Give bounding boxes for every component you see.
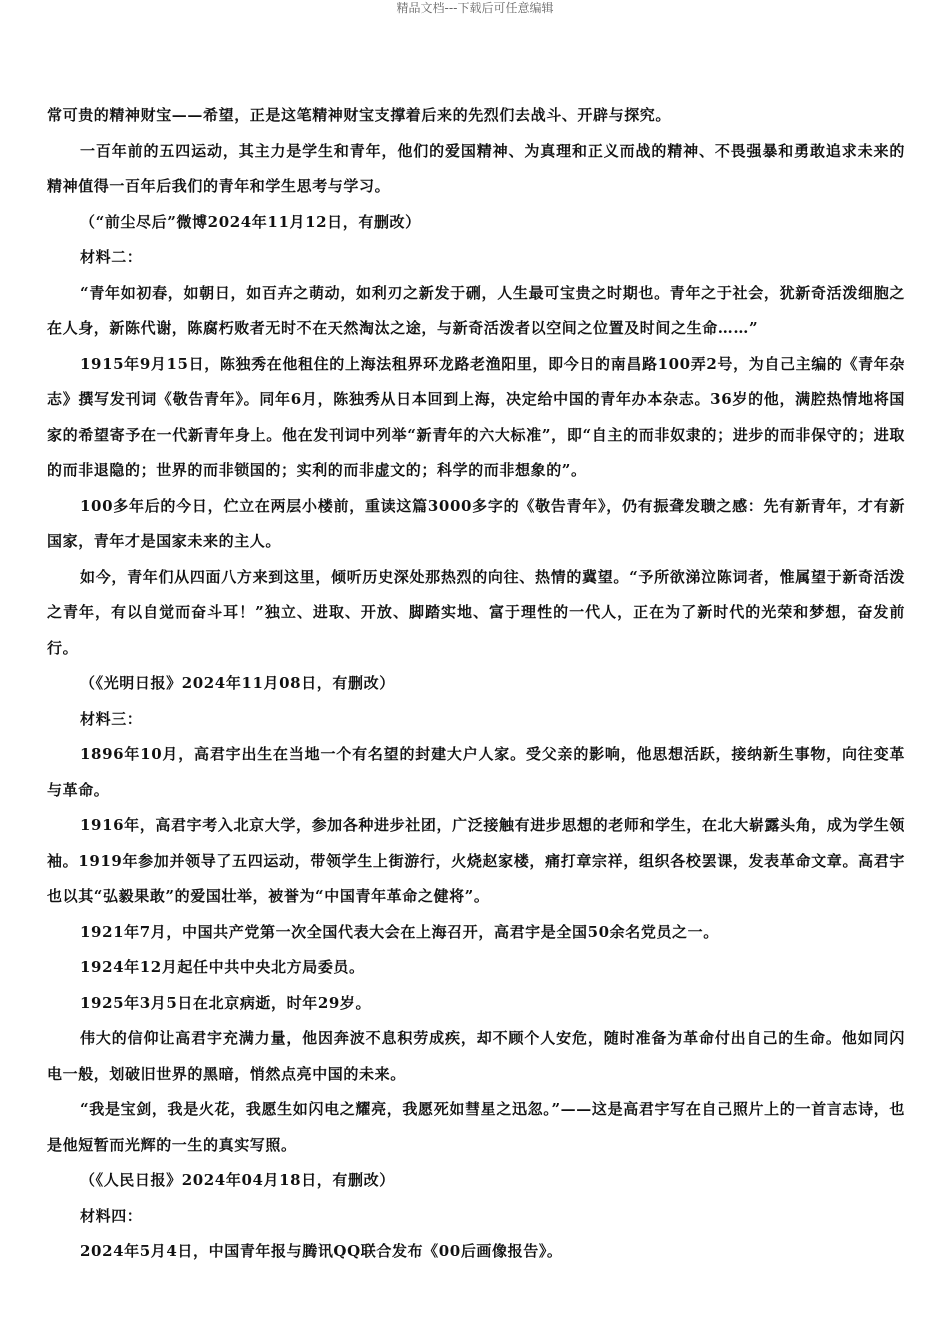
paragraph-continuation: 常可贵的精神财宝——希望，正是这笔精神财宝支撑着后来的先烈们去战斗、开辟与探究。 <box>47 106 672 124</box>
paragraph-may-fourth: 一百年前的五四运动，其主力是学生和青年，他们的爱国精神、为真理和正义而战的精神、不畏强暴和勇敢追求未来的精神值得一百年后我们的青年和学生思考与学习。 <box>47 141 905 195</box>
paragraph-gao-birth: 1896年10月，高君宇出生在当地一个有名望的封建大户人家。受父亲的影响，他思想活跃，接纳新生事物，向往变革与革命。 <box>47 745 905 799</box>
paragraph-gao-death: 1925年3月5日在北京病逝，时年29岁。 <box>80 993 372 1012</box>
paragraph-report-2024: 2024年5月4日，中国青年报与腾讯QQ联合发布《00后画像报告》。 <box>80 1242 563 1260</box>
paragraph-gao-1924: 1924年12月起任中共中央北方局委员。 <box>80 958 365 976</box>
paragraph-gao-poem: “我是宝剑，我是火花，我愿生如闪电之耀亮，我愿死如彗星之迅忽。”——这是高君宇写在自己照片上的一首言志诗，也是他短暂而光辉的一生的真实写照。 <box>47 1100 905 1154</box>
section-heading-material-4: 材料四： <box>80 1206 143 1225</box>
paragraph-hundred-years-later: 100多年后的今日，伫立在两层小楼前，重读这篇3000多字的《敬告青年》，仍有振聋发聩之感：先有新青年，才有新国家，青年才是国家未来的主人。 <box>47 496 905 550</box>
document-body <box>47 98 905 1270</box>
source-citation-weibo: （“前尘尽后”微博2024年11月12日，有删改） <box>80 212 421 231</box>
paragraph-gao-faith: 伟大的信仰让高君宇充满力量，他因奔波不息积劳成疾，却不顾个人安危，随时准备为革命付出自己的生命。他如同闪电一般，划破旧世界的黑暗，悄然点亮中国的未来。 <box>47 1029 905 1083</box>
section-heading-material-2: 材料二： <box>80 248 143 266</box>
section-heading-material-3: 材料三： <box>80 709 143 728</box>
paragraph-gao-university: 1916年，高君宇考入北京大学，参加各种进步社团，广泛接触有进步思想的老师和学生，在北大崭露头角，成为学生领袖。1919年参加并领导了五四运动，带领学生上街游行，火烧赵家楼，痛打章宗祥，组织各校罢课，发表革命文章。高君宇也以其“弘毅果敢”的爱国壮举，被誉为“中国青年革命之健将”。 <box>47 816 905 905</box>
source-citation-renmin: （《人民日报》2024年04月18日，有删改） <box>80 1171 395 1189</box>
paragraph-gao-party: 1921年7月，中国共产党第一次全国代表大会在上海召开，高君宇是全国50余名党员之一。 <box>80 922 719 941</box>
page-header: 精品文档---下载后可任意编辑 <box>396 1 554 15</box>
paragraph-youth-today: 如今，青年们从四面八方来到这里，倾听历史深处那热烈的向往、热情的冀望。“予所欲涕泣陈词者，惟属望于新奇活泼之青年，有以自觉而奋斗耳！”独立、进取、开放、脚踏实地、富于理性的一代人，正在为了新时代的光荣和梦想，奋发前行。 <box>47 567 905 657</box>
paragraph-quote-youth: “青年如初春，如朝日，如百卉之萌动，如利刃之新发于硎，人生最可宝贵之时期也。青年之于社会，犹新奇活泼细胞之在人身，新陈代谢，陈腐朽败者无时不在天然淘汰之途，与新奇活泼者以空间之位置及时间之生命……” <box>47 283 905 337</box>
source-citation-guangming: （《光明日报》2024年11月08日，有删改） <box>80 674 395 692</box>
paragraph-chen-duxiu: 1915年9月15日，陈独秀在他租住的上海法租界环龙路老渔阳里，即今日的南昌路100弄2号，为自己主编的《青年杂志》撰写发刊词《敬告青年》。同年6月，陈独秀从日本回到上海，决定给中国的青年办本杂志。36岁的他，满腔热情地将国家的希望寄予在一代新青年身上。他在发刊词中列举“新青年的六大标准”，即“自主的而非奴隶的；进步的而非保守的；进取的而非退隐的；世界的而非锁国的；实利的而非虚文的；科学的而非想象的”。 <box>47 354 905 479</box>
